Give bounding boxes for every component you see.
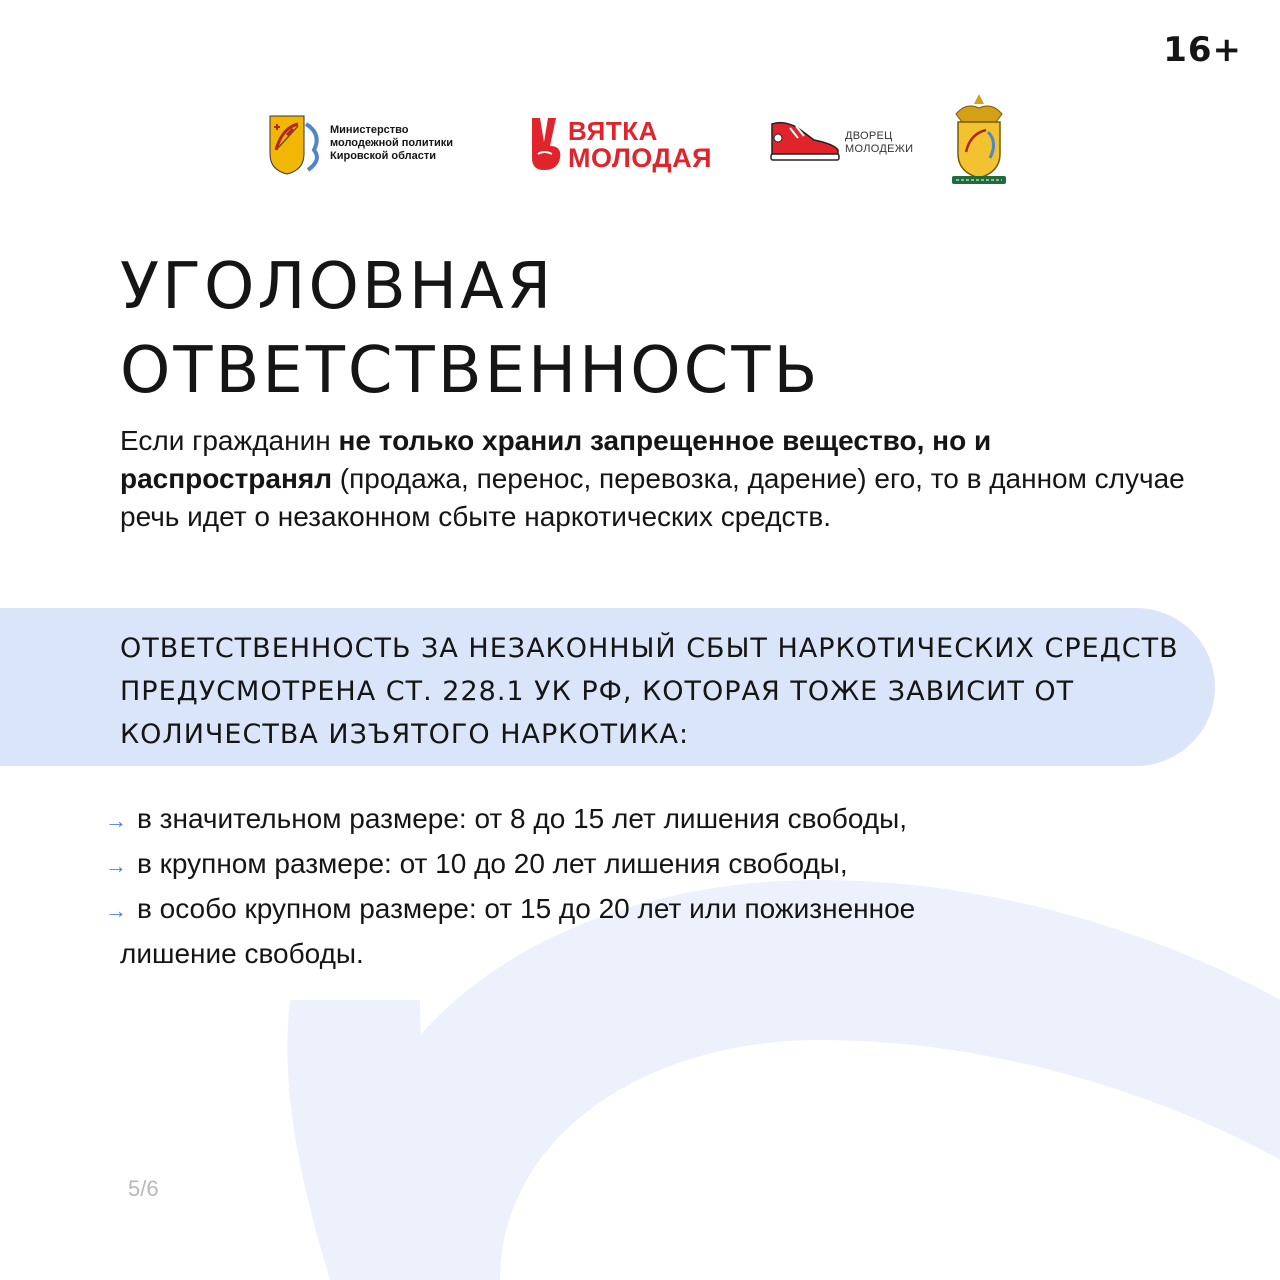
page-title: УГОЛОВНАЯ ОТВЕТСТВЕННОСТЬ (120, 250, 821, 408)
ministry-logo (268, 114, 454, 181)
vyatka-wordmark-top: ВЯТКА (568, 116, 658, 146)
penalty-list (105, 797, 1165, 975)
intro-paragraph: Если гражданин не только хранил запрещенное вещество, но и распространял (продажа, перенос, перевозка, дарение) его, то в данном случае речь идет о незаконном сбыте наркотических средств. (120, 425, 1185, 532)
page-number: 5/6 (128, 1176, 159, 1201)
victory-hand-icon (528, 116, 566, 172)
list-item: → в крупном размере: от 10 до 20 лет лишения свободы, (105, 842, 1165, 887)
police-emblem-icon (948, 92, 1010, 188)
arrow-right-icon: → (105, 898, 127, 923)
age-rating-badge: 16+ (1163, 30, 1242, 70)
red-sneaker-icon (768, 118, 842, 164)
partner-logos (0, 92, 1280, 192)
arrow-right-icon: → (105, 808, 127, 833)
intro-emphasis: не только хранил запрещенное вещество, но и распространял (120, 425, 992, 494)
vyatka-wordmark-bottom: МОЛОДАЯ (568, 143, 713, 173)
list-item-continuation: лишение свободы. (120, 938, 364, 969)
vyatka-molodaya-logo (528, 116, 713, 177)
dvorec-name: ДВОРЕЦ МОЛОДЕЖИ (845, 130, 914, 155)
highlight-text: ОТВЕТСТВЕННОСТЬ ЗА НЕЗАКОННЫЙ СБЫТ НАРКОТИЧЕСКИХ СРЕДСТВ ПРЕДУСМОТРЕНА СТ. 228.1 УК РФ, КОТОРАЯ ТОЖЕ ЗАВИСИТ ОТ КОЛИЧЕСТВА ИЗЪЯТОГО НАРКОТИКА: (120, 633, 1179, 750)
list-item: → в значительном размере: от 8 до 15 лет лишения свободы, (105, 797, 1165, 842)
arrow-right-icon: → (105, 853, 127, 878)
dvorec-molodezhi-logo (768, 118, 914, 169)
police-logo (948, 92, 1010, 193)
kirov-coat-of-arms-icon (268, 114, 322, 176)
ministry-name: Министерство молодежной политики Кировской области (330, 124, 454, 162)
list-item: → в особо крупном размере: от 15 до 20 лет или пожизненное лишение свободы. (105, 887, 1165, 975)
